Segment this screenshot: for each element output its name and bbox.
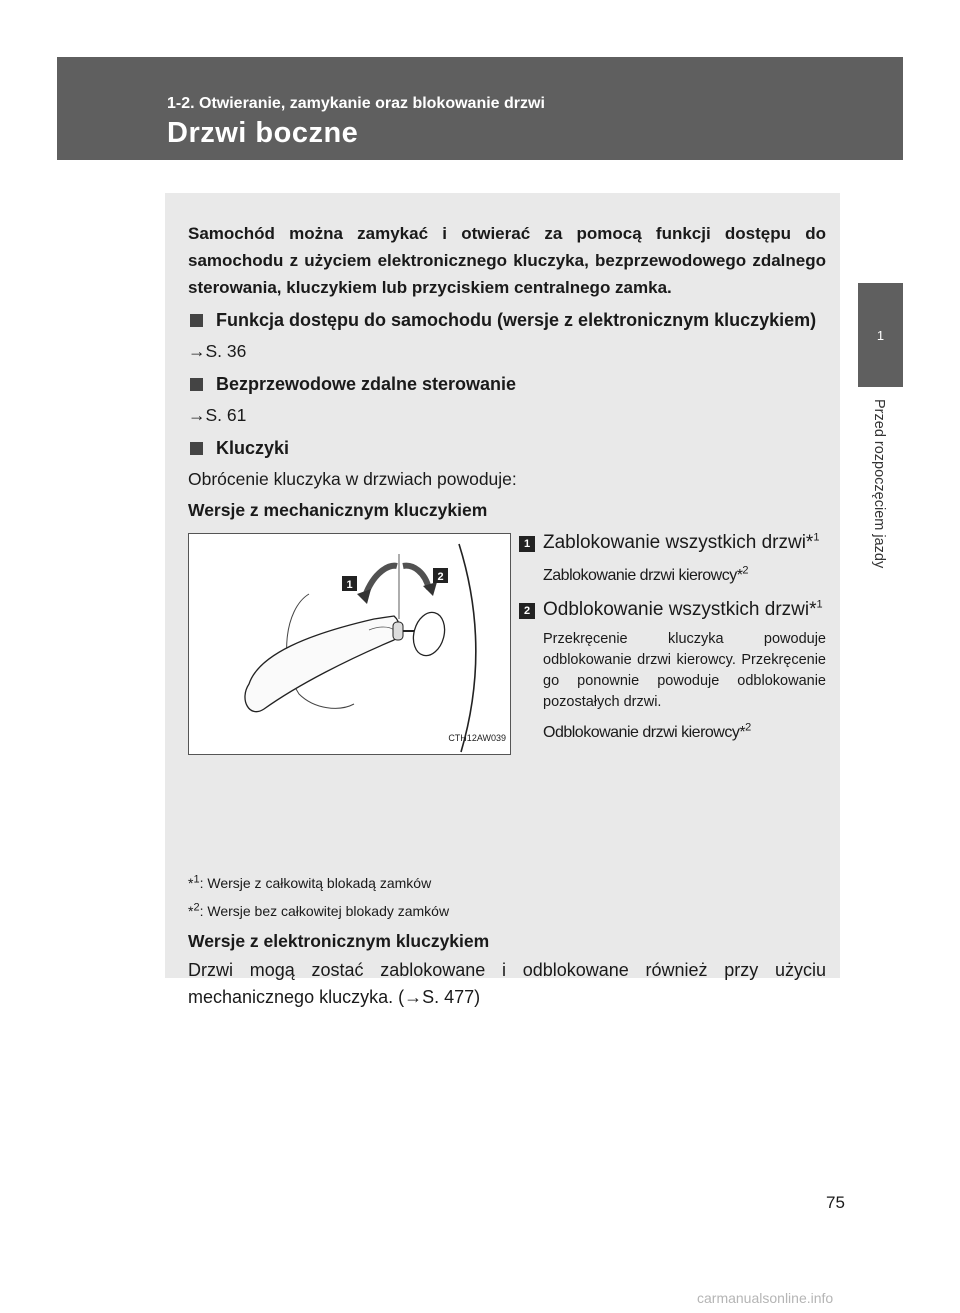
- section-title: 1-2. Otwieranie, zamykanie oraz blokowanie drzwi: [167, 95, 545, 112]
- electronic-key-heading: Wersje z elektronicznym kluczykiem: [188, 931, 490, 951]
- item-subtext: Odblokowanie drzwi kierowcy*$^2$: [543, 721, 751, 741]
- square-bullet-icon: [190, 314, 203, 327]
- heading-remote: Bezprzewodowe zdalne sterowanie: [188, 371, 826, 398]
- heading-keyless-access: Funkcja dostępu do samochodu (wersje z elektronicznym kluczykiem): [188, 307, 826, 334]
- item-text: Zablokowanie wszystkich drzwi*$^1$: [543, 531, 820, 553]
- content: [188, 220, 826, 1011]
- door-lock-illustration: [188, 533, 511, 755]
- watermark: carmanualsonline.info: [697, 1290, 834, 1306]
- page-reference: →S. 36: [188, 341, 247, 361]
- page-title: Drzwi boczne: [167, 117, 359, 149]
- door-handle-key-icon: [189, 534, 510, 754]
- heading-keys: Kluczyki: [188, 435, 826, 462]
- item-note: Przekręcenie kluczyka powoduje odblokowanie drzwi kierowcy. Przekręcenie go ponownie powoduje odblokowanie pozostałych drzwi.: [543, 631, 826, 710]
- item-number-badge: 1: [519, 536, 535, 552]
- list-item: [519, 597, 826, 623]
- final-paragraph: Drzwi mogą zostać zablokowane i odblokowane również przy użyciu mechanicznego kluczyka. (→S. 477): [188, 960, 826, 1007]
- chapter-number: 1: [876, 327, 885, 343]
- figure-code: CTH12AW039: [448, 733, 506, 743]
- chapter-label: [858, 387, 903, 637]
- item-text: Odblokowanie wszystkich drzwi*$^1$: [543, 598, 823, 620]
- intro-text: Samochód można zamykać i otwierać za pomocą funkcji dostępu do samochodu z użyciem elektronicznego kluczyka, bezprzewodowego zdalnego sterowania, kluczykiem lub przyciskiem centralnego zamka.: [188, 224, 826, 297]
- item-subtext: Zablokowanie drzwi kierowcy*$^2$: [543, 564, 749, 584]
- item-number-badge: 2: [519, 603, 535, 619]
- figure-row: [188, 530, 826, 868]
- figure-label-1: 1: [346, 579, 353, 591]
- square-bullet-icon: [190, 378, 203, 391]
- chapter-tab: [858, 283, 903, 387]
- header-bar: [57, 57, 903, 160]
- figure-label-2: 2: [437, 571, 444, 583]
- footnote: *$^1$: Wersje z całkowitą blokadą zamków: [188, 873, 432, 891]
- mechanical-key-heading: Wersje z mechanicznym kluczykiem: [188, 500, 488, 520]
- chapter-label-text: Przed rozpoczęciem jazdy: [870, 399, 887, 569]
- arrow-icon: →: [404, 987, 423, 1007]
- arrow-icon: →: [188, 405, 206, 425]
- square-bullet-icon: [190, 442, 203, 455]
- legend-items: [519, 530, 826, 746]
- list-item: [519, 530, 826, 556]
- key-paragraph: Obrócenie kluczyka w drzwiach powoduje:: [188, 469, 517, 489]
- arrow-icon: →: [188, 341, 206, 361]
- page-reference: →S. 61: [188, 405, 247, 425]
- page-number: 75: [826, 1193, 845, 1212]
- footnote: *$^2$: Wersje bez całkowitej blokady zamków: [188, 901, 450, 919]
